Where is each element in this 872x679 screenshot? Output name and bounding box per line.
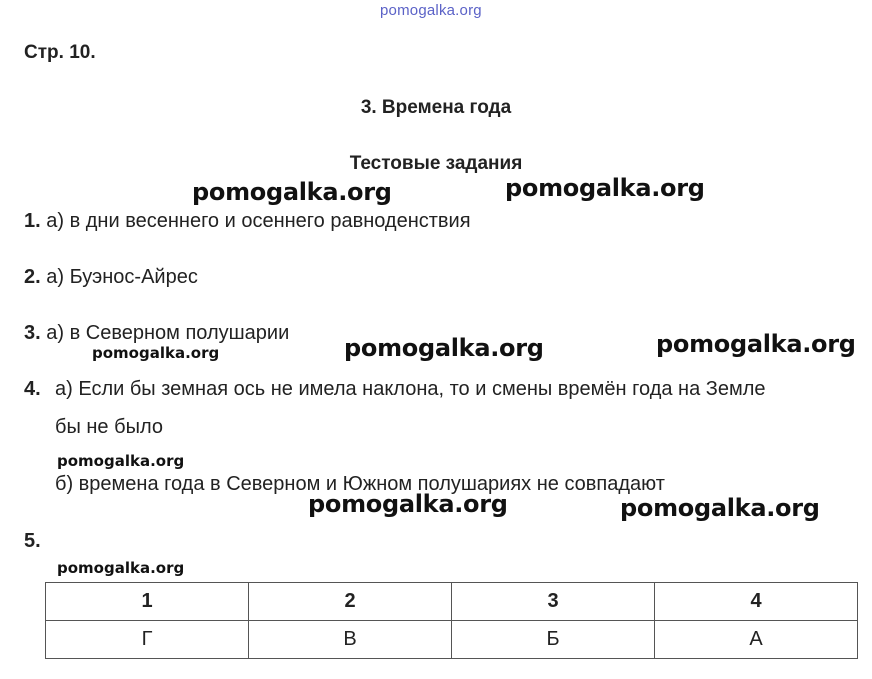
answer-text: а) Буэнос-Айрес [40,266,198,288]
answer-number: 3. [24,322,41,344]
answer-4-text-1: а) Если бы земная ось не имела наклона, то и смены времён года на Земле [55,378,766,400]
answer-number: 1. [24,210,41,232]
answer-3 [24,322,289,345]
watermark: pomogalka.org [344,334,544,362]
table-header-cell: 4 [655,583,858,621]
answer-number: 4. [24,378,41,400]
table-header-cell: 2 [249,583,452,621]
answer-5 [24,530,41,553]
table-header-cell: 1 [46,583,249,621]
answer-2 [24,266,198,289]
answer-number: 2. [24,266,41,288]
table-row [46,621,858,659]
table-header-row [46,583,858,621]
watermark: pomogalka.org [505,174,705,202]
watermark: pomogalka.org [656,330,856,358]
table-cell: В [249,621,452,659]
section-subtitle: Тестовые задания [349,153,523,174]
watermark-top: pomogalka.org [380,2,482,19]
section-title: 3. Времена года [360,97,512,118]
answer-number: 5. [24,530,41,552]
table-cell: Г [46,621,249,659]
watermark: pomogalka.org [192,178,392,206]
watermark: pomogalka.org [620,494,820,522]
answer-4-line-1 [24,378,41,401]
table-cell: Б [452,621,655,659]
table-cell: А [655,621,858,659]
page-number: Стр. 10. [24,42,96,63]
answer-4-text-2: бы не было [55,416,163,438]
answer-table [45,582,858,659]
watermark: pomogalka.org [308,490,508,518]
answer-4-text-3: б) времена года в Северном и Южном полушариях не совпадают [55,473,665,495]
watermark: pomogalka.org [57,559,185,577]
watermark: pomogalka.org [92,344,220,362]
answer-text: а) в Северном полушарии [40,322,290,344]
watermark: pomogalka.org [57,452,185,470]
table-header-cell: 3 [452,583,655,621]
answer-text: а) в дни весеннего и осеннего равноденствия [40,210,471,232]
answer-1 [24,210,471,233]
